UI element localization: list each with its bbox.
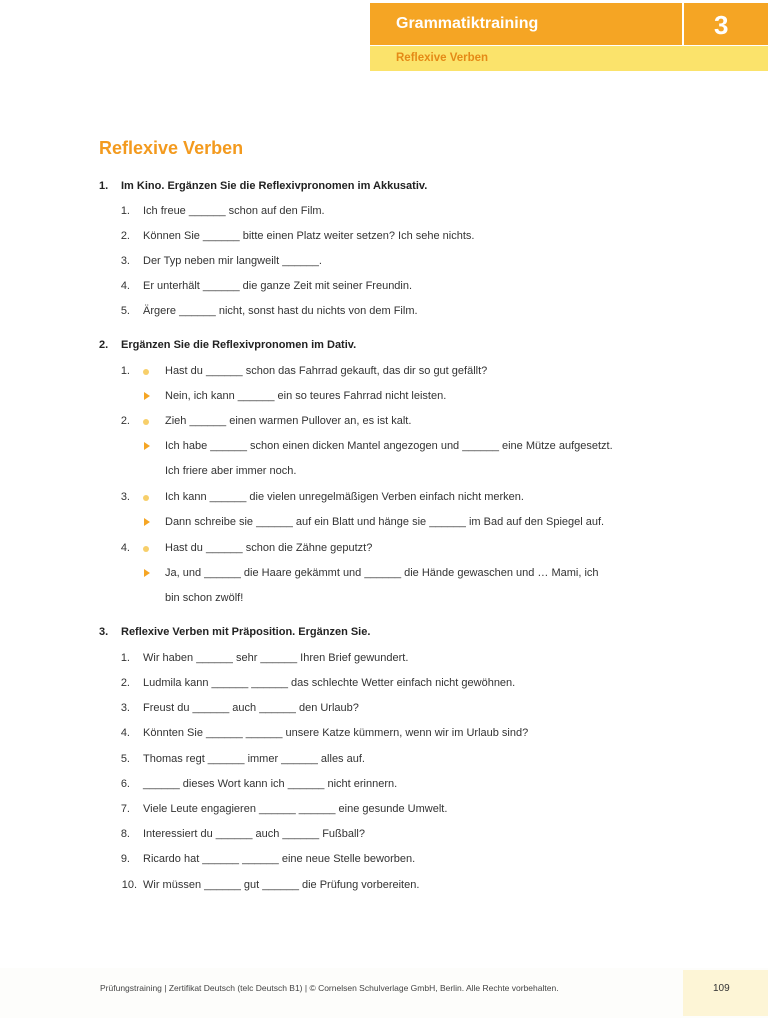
dialog-question: Hast du ______ schon die Zähne geputzt?	[165, 542, 373, 554]
exercise-sentence: Wir haben ______ sehr ______ Ihren Brief gewundert.	[143, 652, 409, 664]
exercise-sentence: Ärgere ______ nicht, sonst hast du nichts von dem Film.	[143, 305, 418, 317]
dialog-answer-continued: Ich friere aber immer noch.	[165, 465, 297, 477]
dialog-question: Zieh ______ einen warmen Pullover an, es ist kalt.	[165, 415, 412, 427]
dialog-answer: Dann schreibe sie ______ auf ein Blatt und hänge sie ______ im Bad auf den Spiegel auf.	[165, 516, 605, 528]
exercise-2-heading	[99, 339, 356, 351]
item-number: 2.	[120, 230, 130, 242]
answer-arrow-icon	[144, 442, 150, 450]
page-title: Reflexive Verben	[99, 138, 244, 158]
question-bullet-icon	[143, 419, 149, 425]
item-number: 5.	[120, 305, 130, 317]
item-number: 3.	[120, 255, 130, 267]
page-number: 109	[713, 983, 730, 994]
exercise-sentence: Der Typ neben mir langweilt ______.	[143, 255, 322, 267]
answer-arrow-icon	[144, 569, 150, 577]
item-number: 9.	[120, 853, 130, 865]
exercise-number: 2.	[99, 339, 109, 351]
question-bullet-icon	[143, 369, 149, 375]
item-number: 10.	[121, 879, 137, 891]
dialog-answer-continued: bin schon zwölf!	[165, 592, 244, 604]
question-bullet-icon	[143, 495, 149, 501]
item-number: 3.	[120, 491, 130, 503]
footer-band	[0, 968, 768, 1018]
dialog-answer: Ich habe ______ schon einen dicken Mantel angezogen und ______ eine Mütze aufgesetzt.	[165, 440, 613, 452]
exercise-number: 3.	[99, 626, 109, 638]
item-number: 2.	[120, 677, 130, 689]
chapter-title: Grammatiktraining	[396, 15, 539, 32]
section-subtitle: Reflexive Verben	[396, 52, 489, 64]
item-number: 6.	[120, 778, 130, 790]
question-bullet-icon	[143, 546, 149, 552]
exercise-sentence: Freust du ______ auch ______ den Urlaub?	[143, 702, 359, 714]
dialog-answer: Ja, und ______ die Haare gekämmt und ______ die Hände gewaschen und … Mami, ich	[165, 567, 599, 579]
exercise-sentence: Viele Leute engagieren ______ ______ eine gesunde Umwelt.	[143, 803, 448, 815]
answer-arrow-icon	[144, 518, 150, 526]
item-number: 5.	[120, 753, 130, 765]
answer-arrow-icon	[144, 392, 150, 400]
exercise-number: 1.	[99, 180, 109, 192]
dialog-question: Hast du ______ schon das Fahrrad gekauft, das dir so gut gefällt?	[165, 365, 488, 377]
exercise-sentence: Ricardo hat ______ ______ eine neue Stelle beworben.	[143, 853, 416, 865]
item-number: 1.	[120, 365, 130, 377]
exercise-1-heading	[99, 180, 427, 192]
exercise-sentence: Thomas regt ______ immer ______ alles auf.	[143, 753, 365, 765]
footer-copyright: Prüfungstraining | Zertifikat Deutsch (telc Deutsch B1) | © Cornelsen Schulverlage GmbH, Berlin. Alle Rechte vorbehalten.	[100, 983, 559, 993]
item-number: 4.	[120, 727, 130, 739]
exercise-sentence: Ich freue ______ schon auf den Film.	[143, 205, 325, 217]
item-number: 4.	[120, 280, 130, 292]
item-number: 4.	[120, 542, 130, 554]
exercise-sentence: ______ dieses Wort kann ich ______ nicht erinnern.	[143, 778, 398, 790]
item-number: 2.	[120, 415, 130, 427]
item-number: 1.	[120, 652, 130, 664]
exercise-sentence: Können Sie ______ bitte einen Platz weiter setzen? Ich sehe nichts.	[143, 230, 475, 242]
exercise-sentence: Er unterhält ______ die ganze Zeit mit seiner Freundin.	[143, 280, 413, 292]
exercise-sentence: Könnten Sie ______ ______ unsere Katze kümmern, wenn wir im Urlaub sind?	[143, 727, 529, 739]
item-number: 7.	[120, 803, 130, 815]
dialog-question: Ich kann ______ die vielen unregelmäßigen Verben einfach nicht merken.	[165, 491, 524, 503]
exercise-instruction: Im Kino. Ergänzen Sie die Reflexivpronomen im Akkusativ.	[121, 180, 428, 192]
exercise-instruction: Ergänzen Sie die Reflexivpronomen im Dativ.	[121, 339, 357, 351]
exercise-sentence: Interessiert du ______ auch ______ Fußball?	[143, 828, 365, 840]
exercise-instruction: Reflexive Verben mit Präposition. Ergänzen Sie.	[121, 626, 371, 638]
dialog-answer: Nein, ich kann ______ ein so teures Fahrrad nicht leisten.	[165, 390, 447, 402]
exercise-3-heading	[99, 626, 370, 638]
exercise-sentence: Ludmila kann ______ ______ das schlechte Wetter einfach nicht gewöhnen.	[143, 677, 516, 689]
item-number: 3.	[120, 702, 130, 714]
item-number: 1.	[120, 205, 130, 217]
chapter-number: 3	[714, 10, 729, 40]
item-number: 8.	[120, 828, 130, 840]
exercise-sentence: Wir müssen ______ gut ______ die Prüfung vorbereiten.	[143, 879, 420, 891]
